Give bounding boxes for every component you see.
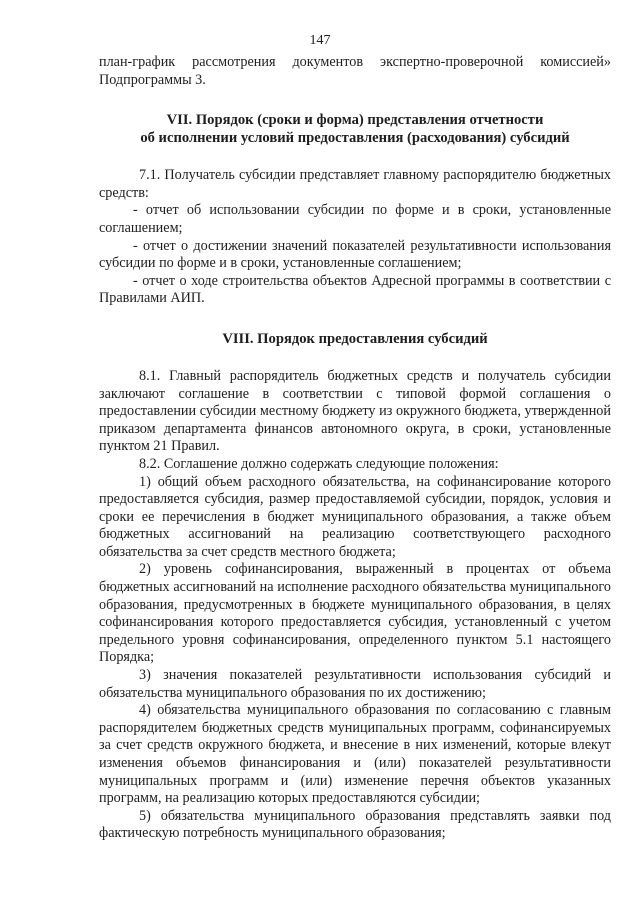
paragraph-7-1-item-3: - отчет о ходе строительства объектов Адресной программы в соответствии с Правилами АИП. bbox=[99, 272, 611, 307]
paragraph-8-2-item-2: 2) уровень софинансирования, выраженный в процентах от объема бюджетных ассигнований на исполнение расходного обязательства муниципального образования, предусмотренных в бюджете муниципального образования, в целях софинансирования которого предоставляется субсидия, установленный с учетом предельного уровня софинансирования, определенного пунктом 5.1 настоящего Порядка; bbox=[99, 561, 611, 666]
intro-paragraph: план-график рассмотрения документов экспертно-проверочной комиссией» Подпрограммы 3. bbox=[99, 54, 611, 88]
section-8-heading: VIII. Порядок предоставления субсидий bbox=[222, 330, 488, 347]
section-7-heading-line-2: об исполнении условий предоставления (расходования) субсидий bbox=[140, 130, 570, 147]
paragraph-8-1: 8.1. Главный распорядитель бюджетных средств и получатель субсидии заключают соглашение в соответствии с типовой формой соглашения о предоставлении субсидии местному бюджету из окружного бюджета, утвержденной приказом департамента финансов автономного округа, в сроки, установленные пунктом 21 Правил. bbox=[99, 367, 611, 455]
paragraph-8-2-item-3: 3) значения показателей результативности использования субсидий и обязательства муниципального образования по их достижению; bbox=[99, 667, 611, 701]
paragraph-8-2-item-1: 1) общий объем расходного обязательства, на софинансирование которого предоставляется субсидия, размер предоставляемой субсидии, порядок, условия и сроки ее перечисления в бюджет муниципального образования, а также объем бюджетных ассигнований на реализацию соответствующего расходного обязательства за счет средств местного бюджета; bbox=[99, 473, 611, 560]
paragraph-8-2-item-4: 4) обязательства муниципального образования по согласованию с главным распорядителем бюджетных средств муниципальных программ, софинансируемых за счет средств окружного бюджета, и внесение в них изменений, которые влекут изменения объемов финансирования и (или) показателей результативности муниципальных программ и (или) изменение перечня объектов указанных программ, на реализацию которых предоставляются субсидии; bbox=[99, 702, 611, 807]
paragraph-8-2-item-5: 5) обязательства муниципального образования представлять заявки под фактическую потребность муниципального образования; bbox=[99, 807, 611, 842]
paragraph-8-2: 8.2. Соглашение должно содержать следующие положения: bbox=[139, 455, 499, 472]
paragraph-7-1-item-2: - отчет о достижении значений показателей результативности использования субсидии по форме и в сроки, установленные соглашением; bbox=[99, 237, 611, 272]
page-number: 147 bbox=[309, 33, 331, 48]
paragraph-7-1-item-1: - отчет об использовании субсидии по форме и в сроки, установленные соглашением; bbox=[99, 202, 611, 236]
section-7-heading bbox=[99, 111, 611, 147]
section-7-heading-line-1: VII. Порядок (сроки и форма) представления отчетности bbox=[166, 112, 544, 129]
paragraph-7-1: 7.1. Получатель субсидии представляет главному распорядителю бюджетных средств: bbox=[99, 167, 611, 201]
document-body bbox=[99, 54, 611, 843]
